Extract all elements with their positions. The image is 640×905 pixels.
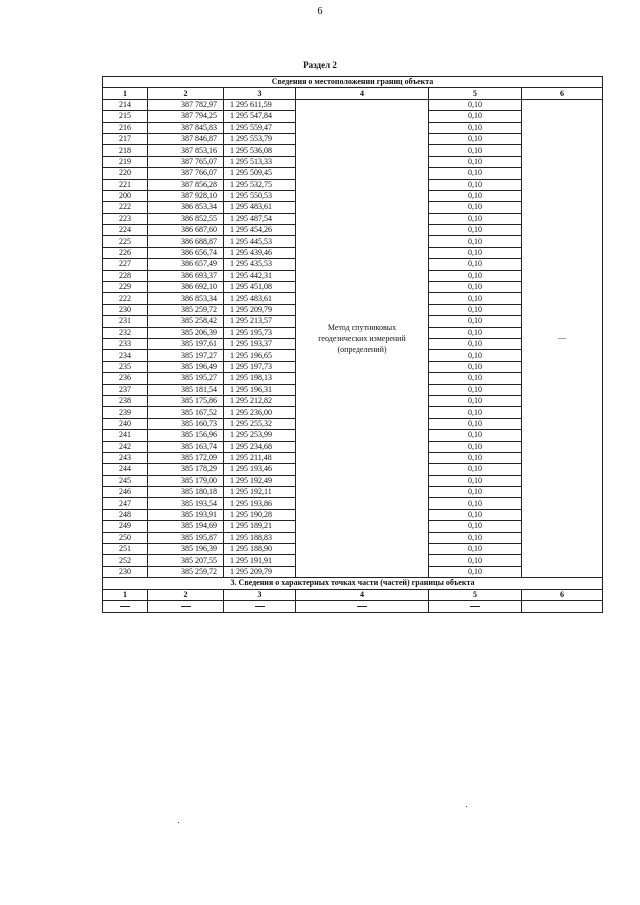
cell: 222 bbox=[103, 293, 148, 304]
boundary-table bbox=[102, 76, 603, 613]
accuracy-cell: 0,10 bbox=[429, 487, 522, 498]
cell: 387 846,87 bbox=[148, 133, 224, 144]
accuracy-cell: 0,10 bbox=[429, 338, 522, 349]
header-row bbox=[103, 88, 603, 99]
cell: 1 295 234,68 bbox=[224, 441, 296, 452]
accuracy-cell: 0,10 bbox=[429, 544, 522, 555]
scan-speck bbox=[466, 806, 467, 807]
dash-mark bbox=[120, 606, 130, 607]
cell: 237 bbox=[103, 384, 148, 395]
accuracy-cell: 0,10 bbox=[429, 111, 522, 122]
empty-cell bbox=[148, 600, 224, 612]
cell: 1 295 198,13 bbox=[224, 373, 296, 384]
cell: 225 bbox=[103, 236, 148, 247]
accuracy-cell: 0,10 bbox=[429, 190, 522, 201]
cell: 1 295 212,82 bbox=[224, 395, 296, 406]
cell: 230 bbox=[103, 566, 148, 577]
cell: 1 295 190,28 bbox=[224, 509, 296, 520]
accuracy-cell: 0,10 bbox=[429, 407, 522, 418]
cell: 1 295 192,11 bbox=[224, 487, 296, 498]
cell: 1 295 209,79 bbox=[224, 566, 296, 577]
accuracy-cell: 0,10 bbox=[429, 316, 522, 327]
cell: 1 295 435,53 bbox=[224, 259, 296, 270]
cell: 251 bbox=[103, 544, 148, 555]
cell: 244 bbox=[103, 464, 148, 475]
cell: 385 197,61 bbox=[148, 338, 224, 349]
column-header: 3 bbox=[224, 589, 296, 600]
cell: 387 853,16 bbox=[148, 145, 224, 156]
cell: 1 295 483,61 bbox=[224, 202, 296, 213]
cell: 221 bbox=[103, 179, 148, 190]
accuracy-cell: 0,10 bbox=[429, 373, 522, 384]
cell: 1 295 559,47 bbox=[224, 122, 296, 133]
cell: 1 295 553,79 bbox=[224, 133, 296, 144]
cell: 1 295 196,65 bbox=[224, 350, 296, 361]
cell: 220 bbox=[103, 168, 148, 179]
cell: 1 295 255,32 bbox=[224, 418, 296, 429]
cell: 385 172,09 bbox=[148, 452, 224, 463]
column6-cell: — bbox=[522, 99, 603, 577]
accuracy-cell: 0,10 bbox=[429, 179, 522, 190]
cell: 1 295 487,54 bbox=[224, 213, 296, 224]
accuracy-cell: 0,10 bbox=[429, 384, 522, 395]
cell: 1 295 236,00 bbox=[224, 407, 296, 418]
cell: 230 bbox=[103, 304, 148, 315]
table-row bbox=[103, 99, 603, 110]
empty-cell bbox=[296, 600, 429, 612]
cell: 385 196,49 bbox=[148, 361, 224, 372]
cell: 1 295 211,48 bbox=[224, 452, 296, 463]
cell: 217 bbox=[103, 133, 148, 144]
cell: 240 bbox=[103, 418, 148, 429]
cell: 232 bbox=[103, 327, 148, 338]
dash-mark bbox=[357, 606, 367, 607]
accuracy-cell: 0,10 bbox=[429, 99, 522, 110]
cell: 1 295 439,46 bbox=[224, 247, 296, 258]
cell: 386 853,34 bbox=[148, 293, 224, 304]
cell: 1 295 611,59 bbox=[224, 99, 296, 110]
cell: 1 295 188,90 bbox=[224, 544, 296, 555]
method-cell: Метод спутниковых геодезических измерений (определений) bbox=[296, 99, 429, 577]
cell: 385 195,87 bbox=[148, 532, 224, 543]
cell: 1 295 191,91 bbox=[224, 555, 296, 566]
cell: 250 bbox=[103, 532, 148, 543]
column-header: 2 bbox=[148, 589, 224, 600]
cell: 1 295 253,99 bbox=[224, 430, 296, 441]
empty-cell bbox=[429, 600, 522, 612]
accuracy-cell: 0,10 bbox=[429, 156, 522, 167]
cell: 385 258,42 bbox=[148, 316, 224, 327]
cell: 385 193,91 bbox=[148, 509, 224, 520]
accuracy-cell: 0,10 bbox=[429, 247, 522, 258]
empty-cell bbox=[224, 600, 296, 612]
column-header: 5 bbox=[429, 589, 522, 600]
cell: 385 178,29 bbox=[148, 464, 224, 475]
accuracy-cell: 0,10 bbox=[429, 521, 522, 532]
accuracy-cell: 0,10 bbox=[429, 270, 522, 281]
empty-cell bbox=[103, 600, 148, 612]
accuracy-cell: 0,10 bbox=[429, 236, 522, 247]
cell: 242 bbox=[103, 441, 148, 452]
cell: 385 207,55 bbox=[148, 555, 224, 566]
cell: 385 206,39 bbox=[148, 327, 224, 338]
cell: 241 bbox=[103, 430, 148, 441]
accuracy-cell: 0,10 bbox=[429, 213, 522, 224]
cell: 385 259,72 bbox=[148, 304, 224, 315]
cell: 1 295 195,73 bbox=[224, 327, 296, 338]
accuracy-cell: 0,10 bbox=[429, 282, 522, 293]
accuracy-cell: 0,10 bbox=[429, 133, 522, 144]
cell: 385 195,27 bbox=[148, 373, 224, 384]
cell: 1 295 445,53 bbox=[224, 236, 296, 247]
cell: 226 bbox=[103, 247, 148, 258]
cell: 249 bbox=[103, 521, 148, 532]
cell: 1 295 454,26 bbox=[224, 225, 296, 236]
cell: 200 bbox=[103, 190, 148, 201]
cell: 386 687,60 bbox=[148, 225, 224, 236]
cell: 386 657,49 bbox=[148, 259, 224, 270]
accuracy-cell: 0,10 bbox=[429, 293, 522, 304]
cell: 387 856,28 bbox=[148, 179, 224, 190]
accuracy-cell: 0,10 bbox=[429, 395, 522, 406]
subsection-row bbox=[103, 578, 603, 589]
cell: 228 bbox=[103, 270, 148, 281]
cell: 385 196,39 bbox=[148, 544, 224, 555]
column-header: 6 bbox=[522, 589, 603, 600]
cell: 386 853,34 bbox=[148, 202, 224, 213]
accuracy-cell: 0,10 bbox=[429, 225, 522, 236]
cell: 1 295 513,33 bbox=[224, 156, 296, 167]
accuracy-cell: 0,10 bbox=[429, 145, 522, 156]
cell: 1 295 193,86 bbox=[224, 498, 296, 509]
cell: 385 167,52 bbox=[148, 407, 224, 418]
accuracy-cell: 0,10 bbox=[429, 418, 522, 429]
cell: 236 bbox=[103, 373, 148, 384]
accuracy-cell: 0,10 bbox=[429, 441, 522, 452]
cell: 1 295 193,37 bbox=[224, 338, 296, 349]
cell: 252 bbox=[103, 555, 148, 566]
cell: 385 180,18 bbox=[148, 487, 224, 498]
column-header: 5 bbox=[429, 88, 522, 99]
accuracy-cell: 0,10 bbox=[429, 168, 522, 179]
column-header: 4 bbox=[296, 88, 429, 99]
cell: 1 295 442,31 bbox=[224, 270, 296, 281]
cell: 386 692,10 bbox=[148, 282, 224, 293]
cell: 387 766,07 bbox=[148, 168, 224, 179]
accuracy-cell: 0,10 bbox=[429, 452, 522, 463]
accuracy-cell: 0,10 bbox=[429, 555, 522, 566]
cell: 1 295 189,21 bbox=[224, 521, 296, 532]
accuracy-cell: 0,10 bbox=[429, 361, 522, 372]
cell: 238 bbox=[103, 395, 148, 406]
empty-row bbox=[103, 600, 603, 612]
accuracy-cell: 0,10 bbox=[429, 327, 522, 338]
cell: 246 bbox=[103, 487, 148, 498]
cell: 1 295 509,45 bbox=[224, 168, 296, 179]
cell: 1 295 550,53 bbox=[224, 190, 296, 201]
cell: 219 bbox=[103, 156, 148, 167]
cell: 385 175,86 bbox=[148, 395, 224, 406]
accuracy-cell: 0,10 bbox=[429, 259, 522, 270]
accuracy-cell: 0,10 bbox=[429, 498, 522, 509]
cell: 1 295 451,08 bbox=[224, 282, 296, 293]
cell: 385 197,27 bbox=[148, 350, 224, 361]
cell: 387 928,10 bbox=[148, 190, 224, 201]
cell: 386 688,87 bbox=[148, 236, 224, 247]
cell: 1 295 213,57 bbox=[224, 316, 296, 327]
accuracy-cell: 0,10 bbox=[429, 475, 522, 486]
cell: 1 295 483,61 bbox=[224, 293, 296, 304]
column-header: 6 bbox=[522, 88, 603, 99]
cell: 223 bbox=[103, 213, 148, 224]
cell: 229 bbox=[103, 282, 148, 293]
cell: 387 765,07 bbox=[148, 156, 224, 167]
cell: 387 794,25 bbox=[148, 111, 224, 122]
cell: 1 295 532,75 bbox=[224, 179, 296, 190]
column-header: 2 bbox=[148, 88, 224, 99]
cell: 234 bbox=[103, 350, 148, 361]
cell: 1 295 196,31 bbox=[224, 384, 296, 395]
subsection-header-row bbox=[103, 589, 603, 600]
cell: 1 295 193,46 bbox=[224, 464, 296, 475]
cell: 385 156,96 bbox=[148, 430, 224, 441]
cell: 224 bbox=[103, 225, 148, 236]
accuracy-cell: 0,10 bbox=[429, 350, 522, 361]
column-header: 3 bbox=[224, 88, 296, 99]
cell: 222 bbox=[103, 202, 148, 213]
dash-mark bbox=[255, 606, 265, 607]
cell: 218 bbox=[103, 145, 148, 156]
cell: 1 295 547,84 bbox=[224, 111, 296, 122]
cell: 385 179,00 bbox=[148, 475, 224, 486]
column-header: 4 bbox=[296, 589, 429, 600]
cell: 386 656,74 bbox=[148, 247, 224, 258]
column-header: 1 bbox=[103, 589, 148, 600]
cell: 245 bbox=[103, 475, 148, 486]
cell: 387 845,83 bbox=[148, 122, 224, 133]
dash-mark bbox=[470, 606, 480, 607]
accuracy-cell: 0,10 bbox=[429, 509, 522, 520]
cell: 215 bbox=[103, 111, 148, 122]
cell: 387 782,97 bbox=[148, 99, 224, 110]
cell: 386 852,55 bbox=[148, 213, 224, 224]
cell: 235 bbox=[103, 361, 148, 372]
cell: 1 295 197,73 bbox=[224, 361, 296, 372]
scan-speck bbox=[178, 822, 179, 823]
cell: 1 295 209,79 bbox=[224, 304, 296, 315]
cell: 239 bbox=[103, 407, 148, 418]
accuracy-cell: 0,10 bbox=[429, 532, 522, 543]
accuracy-cell: 0,10 bbox=[429, 202, 522, 213]
cell: 233 bbox=[103, 338, 148, 349]
table-title: Сведения о местоположении границ объекта bbox=[103, 77, 603, 88]
subsection-title: 3. Сведения о характерных точках части (частей) границы объекта bbox=[103, 578, 603, 589]
accuracy-cell: 0,10 bbox=[429, 304, 522, 315]
accuracy-cell: 0,10 bbox=[429, 464, 522, 475]
cell: 227 bbox=[103, 259, 148, 270]
empty-cell bbox=[522, 600, 603, 612]
cell: 385 160,73 bbox=[148, 418, 224, 429]
cell: 385 194,69 bbox=[148, 521, 224, 532]
cell: 243 bbox=[103, 452, 148, 463]
accuracy-cell: 0,10 bbox=[429, 430, 522, 441]
cell: 247 bbox=[103, 498, 148, 509]
cell: 1 295 192,49 bbox=[224, 475, 296, 486]
cell: 386 693,37 bbox=[148, 270, 224, 281]
cell: 214 bbox=[103, 99, 148, 110]
cell: 385 181,54 bbox=[148, 384, 224, 395]
dash-mark bbox=[181, 606, 191, 607]
cell: 1 295 188,83 bbox=[224, 532, 296, 543]
accuracy-cell: 0,10 bbox=[429, 122, 522, 133]
cell: 231 bbox=[103, 316, 148, 327]
page-number: 6 bbox=[317, 6, 323, 17]
cell: 216 bbox=[103, 122, 148, 133]
cell: 385 163,74 bbox=[148, 441, 224, 452]
cell: 385 193,54 bbox=[148, 498, 224, 509]
accuracy-cell: 0,10 bbox=[429, 566, 522, 577]
section-title: Раздел 2 bbox=[303, 60, 337, 70]
cell: 248 bbox=[103, 509, 148, 520]
cell: 385 259,72 bbox=[148, 566, 224, 577]
cell: 1 295 536,08 bbox=[224, 145, 296, 156]
column-header: 1 bbox=[103, 88, 148, 99]
